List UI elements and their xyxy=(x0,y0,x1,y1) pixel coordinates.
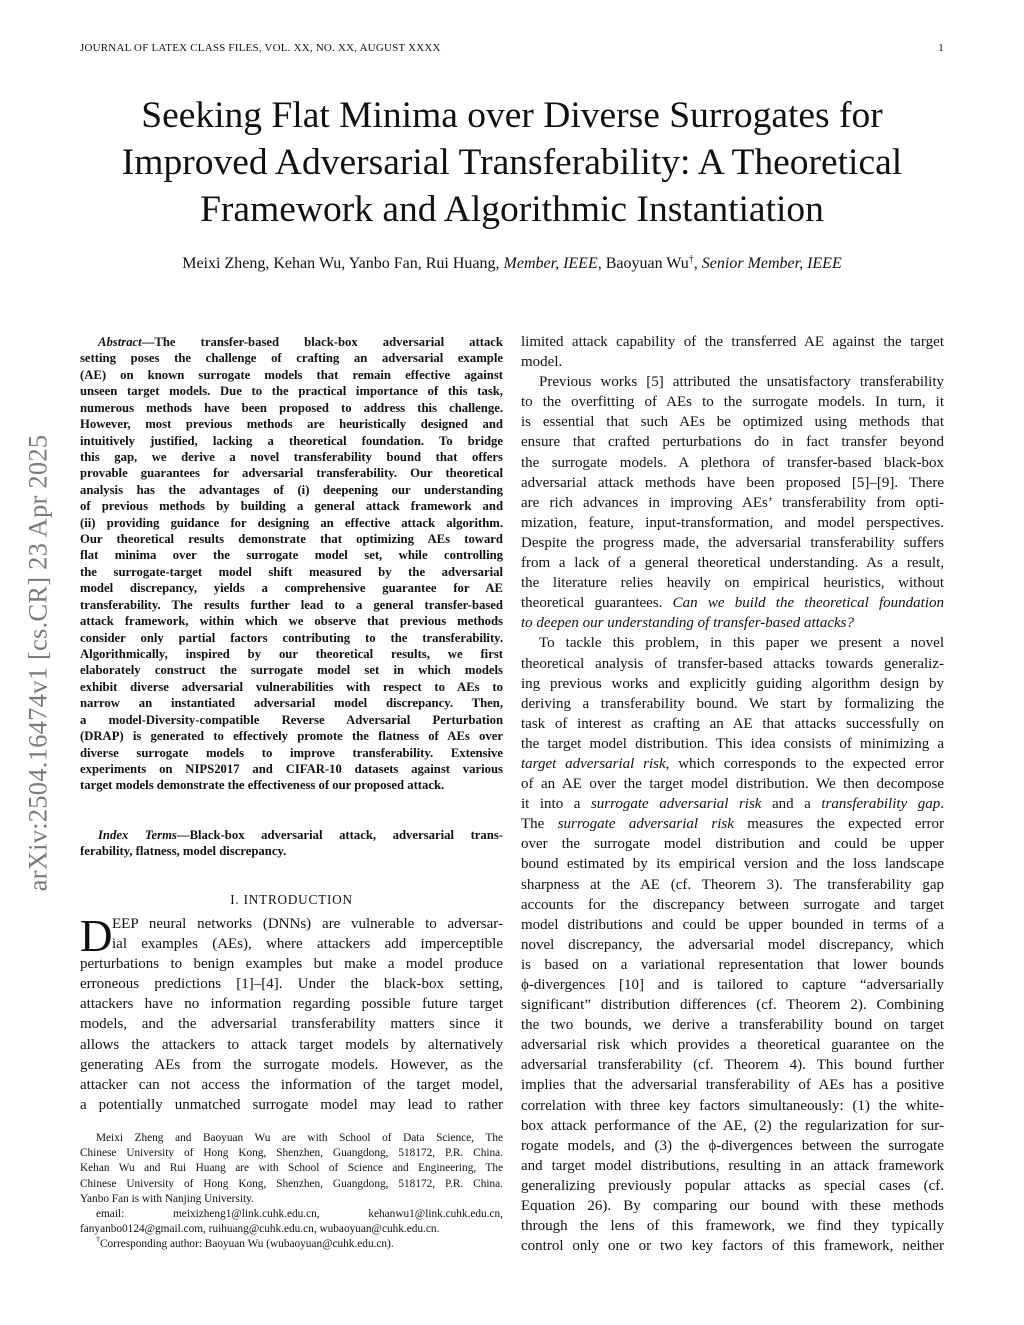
body-line xyxy=(521,1096,944,1116)
arxiv-identifier: arXiv:2504.16474v1 [cs.CR] 23 Apr 2025 xyxy=(22,434,53,892)
body-italic: surrogate adversarial risk xyxy=(557,816,734,833)
abstract-text: model discrepancy, yields a comprehensive guarantee for AE xyxy=(80,581,503,596)
body-line xyxy=(521,834,944,854)
body-line xyxy=(521,1136,944,1156)
author-list xyxy=(60,255,964,273)
body-line xyxy=(521,814,944,834)
body-line xyxy=(521,493,944,513)
abstract-line xyxy=(80,597,503,613)
body-line xyxy=(521,955,944,975)
author-senior-membership: Senior Member, IEEE xyxy=(701,255,842,272)
body-line xyxy=(521,392,944,412)
body-text: over the surrogate model distribution and could be upper xyxy=(521,836,944,853)
abstract-line xyxy=(80,728,503,744)
footnote-line: email: meixizheng1@link.cuhk.edu.cn, kehanwu1@link.cuhk.edu.cn, xyxy=(96,1208,503,1221)
intro-line: generating AEs from the surrogate models. However, as the xyxy=(80,1056,503,1073)
body-text: to the overfitting of AEs to the surrogate models. In turn, it xyxy=(521,394,944,411)
abstract-line xyxy=(80,679,503,695)
abstract-line xyxy=(80,383,503,399)
body-line xyxy=(521,1075,944,1095)
abstract-line xyxy=(80,745,503,761)
body-line xyxy=(521,975,944,995)
body-line xyxy=(521,1116,944,1136)
abstract-text: consider only partial factors contributing to the transferability. xyxy=(80,630,503,645)
arxiv-sidebar xyxy=(18,372,58,954)
body-line xyxy=(521,774,944,794)
body-text: limited attack capability of the transferred AE against the target xyxy=(521,334,944,350)
author-names: Meixi Zheng, Kehan Wu, Yanbo Fan, Rui Huang, xyxy=(182,255,504,272)
abstract-text: of previous methods by building a general attack framework and xyxy=(80,499,503,514)
body-line xyxy=(521,1216,944,1236)
body-text: measures the expected error xyxy=(733,816,944,833)
footnote-line: Yanbo Fan is with Nanjing University. xyxy=(80,1192,254,1205)
body-text: it into a xyxy=(521,796,591,813)
intro-line: ial examples (AEs), where attackers add imperceptible xyxy=(112,936,503,953)
abstract-line xyxy=(80,761,503,777)
author-membership: Member, IEEE xyxy=(503,255,598,272)
body-text: ϕ-divergences [10] and is tailored to capture “adversarially xyxy=(521,977,944,993)
abstract-text: exhibit diverse adversarial vulnerabilities with respect to AEs to xyxy=(80,679,503,694)
body-line xyxy=(521,332,944,352)
body-line xyxy=(521,412,944,432)
section-heading: I. INTRODUCTION xyxy=(230,892,353,907)
body-line xyxy=(521,513,944,533)
body-line xyxy=(521,613,944,633)
abstract-text: setting poses the challenge of crafting an adversarial example xyxy=(80,351,503,366)
body-line xyxy=(521,1015,944,1035)
body-text: of an AE over the target model distribution. We then decompose xyxy=(521,776,944,793)
abstract-text: numerous methods have been proposed to address this challenge. xyxy=(80,400,503,415)
body-text: deriving a transferability bound. We start by formalizing the xyxy=(521,695,944,712)
body-text: The xyxy=(521,816,558,833)
body-line xyxy=(521,734,944,754)
body-line xyxy=(521,1156,944,1176)
body-text: theoretical guarantees. xyxy=(521,595,673,612)
footnote-line: fanyanbo0124@gmail.com, ruihuang@cuhk.edu.cn, wubaoyuan@cuhk.edu.cn. xyxy=(80,1223,440,1236)
intro-line: allows the attackers to attack target models by alternatively xyxy=(80,1036,503,1053)
index-terms-line xyxy=(80,827,503,843)
abstract-text: (DRAP) is generated to effectively promote the flatness of AEs over xyxy=(80,729,503,744)
body-text: correlation with three key factors simultaneously: (1) the white- xyxy=(521,1097,944,1114)
abstract-line xyxy=(80,449,503,465)
body-text: mization, feature, input-transformation, and model perspectives. xyxy=(521,514,944,531)
body-line xyxy=(521,674,944,694)
author-names-2: , Baoyuan Wu xyxy=(597,255,689,272)
page-number: 1 xyxy=(938,42,944,54)
abstract xyxy=(80,334,503,794)
abstract-line xyxy=(80,564,503,580)
footnote-line: Chinese University of Hong Kong, Shenzhen, Guangdong, 518172, P.R. China. xyxy=(80,1177,503,1190)
abstract-line xyxy=(80,630,503,646)
body-text: from a lack of a general theoretical understanding. As a result, xyxy=(521,555,944,572)
body-line xyxy=(521,473,944,493)
body-line xyxy=(521,352,944,372)
body-line xyxy=(521,1196,944,1216)
abstract-text: —The transfer-based black-box adversarial attack xyxy=(141,335,503,349)
abstract-line xyxy=(80,433,503,449)
abstract-line xyxy=(80,613,503,629)
abstract-line xyxy=(80,400,503,416)
dagger-mark: † xyxy=(688,254,694,265)
abstract-text: Our theoretical results demonstrate that optimizing AEs toward xyxy=(80,532,503,547)
body-line xyxy=(521,714,944,734)
abstract-text: narrow an instantiated adversarial model discrepancy. Then, xyxy=(80,696,503,711)
body-line xyxy=(521,694,944,714)
body-line xyxy=(521,995,944,1015)
body-text: through the lens of this framework, we find they typically xyxy=(521,1218,944,1235)
body-text: adversarial transferability (cf. Theorem 4). This bound further xyxy=(521,1057,944,1074)
title-line: Framework and Algorithmic Instantiation xyxy=(200,189,824,230)
abstract-text: unseen target models. Due to the practical importance of this task, xyxy=(80,384,503,399)
body-italic: surrogate adversarial risk xyxy=(590,796,762,813)
body-line xyxy=(521,754,944,774)
body-line xyxy=(521,372,944,392)
intro-line: EEP neural networks (DNNs) are vulnerable to adversar- xyxy=(112,916,503,932)
body-line xyxy=(521,453,944,473)
title-line: Seeking Flat Minima over Diverse Surrogates for xyxy=(141,95,883,136)
intro-line: attackers have no information regarding possible future target xyxy=(80,996,503,1013)
body-line xyxy=(521,533,944,553)
abstract-label: Abstract xyxy=(98,335,142,349)
body-text: the two bounds, we derive a transferability bound on target xyxy=(521,1017,944,1034)
body-text: significant” distribution differences (cf. Theorem 2). Combining xyxy=(521,997,944,1014)
author-sep: , xyxy=(693,255,702,272)
body-text: generalizing previously popular attacks as special cases (cf. xyxy=(521,1177,944,1194)
abstract-line xyxy=(80,482,503,498)
body-text: Equation 26). By comparing our bound with these methods xyxy=(521,1198,944,1215)
abstract-text: However, most previous methods are heuristically designed and xyxy=(80,417,503,432)
abstract-line xyxy=(80,498,503,514)
affiliation-footnote xyxy=(80,1131,503,1253)
drop-cap: D xyxy=(80,911,113,961)
body-line xyxy=(521,875,944,895)
abstract-line xyxy=(80,350,503,366)
body-line xyxy=(521,593,944,613)
corresponding-author xyxy=(80,1237,503,1252)
abstract-line xyxy=(80,547,503,563)
body-text: theoretical analysis of transfer-based attacks towards generaliz- xyxy=(521,655,944,672)
abstract-line xyxy=(80,712,503,728)
abstract-line xyxy=(80,695,503,711)
body-line xyxy=(521,1035,944,1055)
body-text: is essential that such AEs be optimized using methods that xyxy=(521,414,944,431)
abstract-line xyxy=(80,465,503,481)
abstract-text: this gap, we derive a novel transferability bound that offers xyxy=(80,449,503,464)
body-line xyxy=(521,432,944,452)
body-text: are rich advances in improving AEs’ transferability from opti- xyxy=(521,494,944,511)
introduction-paragraph xyxy=(80,911,503,1115)
dagger-mark: † xyxy=(96,1235,100,1245)
running-title: JOURNAL OF LATEX CLASS FILES, VOL. XX, NO. XX, AUGUST XXXX xyxy=(80,42,441,54)
body-line xyxy=(521,794,944,814)
index-terms-text: —Black-box adversarial attack, adversarial trans- xyxy=(176,828,503,842)
abstract-text: (AE) on known surrogate models that remain effective against xyxy=(80,367,503,382)
body-line xyxy=(521,895,944,915)
abstract-line xyxy=(80,662,503,678)
body-line xyxy=(521,633,944,653)
body-text: the literature relies heavily on empirical heuristics, without xyxy=(521,575,944,592)
body-line xyxy=(521,553,944,573)
body-text: sharpness at the AE (cf. Theorem 3). The transferability gap xyxy=(521,876,944,893)
intro-line: a potentially unmatched surrogate model may lead to rather xyxy=(80,1096,503,1113)
body-text: and target model distributions, resulting in an attack framework xyxy=(521,1157,944,1174)
body-text: ing previous works and explicitly guiding algorithm design by xyxy=(521,675,944,692)
body-line xyxy=(521,1055,944,1075)
abstract-text: transferability. The results further lead to a general transfer-based xyxy=(80,597,503,612)
index-terms-line xyxy=(80,843,503,859)
body-italic: to deepen our understanding of transfer-based attacks? xyxy=(521,615,854,632)
body-text: Previous works [5] attributed the unsatisfactory transferability xyxy=(539,374,944,391)
body-line xyxy=(521,654,944,674)
abstract-line xyxy=(80,531,503,547)
abstract-line xyxy=(80,580,503,596)
running-header xyxy=(80,42,944,58)
index-terms xyxy=(80,827,503,860)
body-text: control only one or two key factors of this framework, neither xyxy=(521,1238,944,1255)
abstract-line xyxy=(80,367,503,383)
abstract-line xyxy=(80,416,503,432)
body-italic: Can we build the theoretical foundation xyxy=(672,595,944,612)
corresponding-text: Corresponding author: Baoyuan Wu (wubaoyuan@cuhk.edu.cn). xyxy=(100,1238,394,1251)
body-text: is based on a variational representation that lower bounds xyxy=(521,956,944,973)
body-line xyxy=(521,1176,944,1196)
abstract-text: intuitively justified, lacking a theoretical foundation. To bridge xyxy=(80,433,503,448)
abstract-line xyxy=(80,646,503,662)
abstract-text: provable guarantees for adversarial transferability. Our theoretical xyxy=(80,466,503,481)
index-terms-label: Index Terms xyxy=(98,828,177,842)
abstract-text: elaborately construct the surrogate model set in which models xyxy=(80,663,503,678)
body-line xyxy=(521,915,944,935)
body-line xyxy=(521,854,944,874)
footnote-line: Meixi Zheng and Baoyuan Wu are with School of Data Science, The xyxy=(96,1132,503,1144)
abstract-text: Algorithmically, inspired by our theoretical results, we first xyxy=(80,647,503,662)
body-line xyxy=(521,573,944,593)
abstract-text: a model-Diversity-compatible Reverse Adversarial Perturbation xyxy=(80,712,503,727)
body-line xyxy=(521,1236,944,1256)
body-text: rogate models, and (3) the ϕ-divergences between the surrogate xyxy=(521,1137,944,1154)
abstract-line xyxy=(80,777,503,793)
body-text: and a xyxy=(761,796,822,813)
body-text: bound estimated by its empirical version and the loss landscape xyxy=(521,856,944,873)
right-column-text xyxy=(521,332,944,1256)
body-text: the surrogate models. A plethora of transfer-based black-box xyxy=(521,454,944,471)
body-text: . xyxy=(940,796,944,813)
body-line xyxy=(521,935,944,955)
intro-line: perturbations to benign examples but make a model produce xyxy=(80,956,503,973)
body-text: Despite the progress made, the adversarial transferability suffers xyxy=(521,534,944,551)
index-terms-text: ferability, flatness, model discrepancy. xyxy=(80,844,287,859)
abstract-line xyxy=(80,334,503,350)
body-text: the target model distribution. This idea consists of minimizing a xyxy=(521,735,944,752)
intro-line: models, and the adversarial transferability matters since it xyxy=(80,1016,503,1033)
abstract-line xyxy=(80,515,503,531)
abstract-text: diverse surrogate models to improve transferability. Extensive xyxy=(80,745,503,760)
body-text: model distributions and could be upper bounded in terms of a xyxy=(521,916,944,933)
abstract-text: the surrogate-target model shift measured by the adversarial xyxy=(80,564,503,579)
abstract-text: analysis has the advantages of (i) deepening our understanding xyxy=(80,482,503,497)
body-text: accounts for the discrepancy between surrogate and target xyxy=(521,896,944,913)
body-text: ensure that crafted perturbations do in fact transfer beyond xyxy=(521,434,944,451)
body-text: , which corresponds to the expected error xyxy=(665,755,944,772)
body-italic: transferability gap xyxy=(821,796,941,813)
footnote-line: Chinese University of Hong Kong, Shenzhen, Guangdong, 518172, P.R. China. xyxy=(80,1147,503,1160)
body-text: implies that the adversarial transferability of AEs has a positive xyxy=(521,1077,944,1094)
body-text: adversarial risk which provides a theoretical guarantee on the xyxy=(521,1037,944,1054)
title-line: Improved Adversarial Transferability: A Theoretical xyxy=(121,142,903,183)
body-text: task of interest as crafting an AE that attacks successfully on xyxy=(521,715,944,732)
intro-line: erroneous predictions [1]–[4]. Under the black-box setting, xyxy=(80,976,503,993)
abstract-text: experiments on NIPS2017 and CIFAR-10 datasets against various xyxy=(80,761,503,776)
body-text: box attack performance of the AE, (2) the regularization for sur- xyxy=(521,1117,944,1134)
body-italic: target adversarial risk xyxy=(521,755,666,772)
footnote-line: Kehan Wu and Rui Huang are with School of Science and Engineering, The xyxy=(80,1162,503,1175)
abstract-text: target models demonstrate the effectiveness of our proposed attack. xyxy=(80,778,445,793)
body-text: model. xyxy=(521,354,563,371)
abstract-text: attack framework, within which we observe that previous methods xyxy=(80,614,503,629)
abstract-text: (ii) providing guidance for designing an effective attack algorithm. xyxy=(80,515,503,530)
body-text: novel discrepancy, the adversarial model discrepancy, which xyxy=(521,936,944,953)
intro-line: attacker can not access the information of the target model, xyxy=(80,1076,503,1093)
abstract-text: flat minima over the surrogate model set, while controlling xyxy=(80,548,503,563)
paper-title xyxy=(60,92,964,233)
body-text: adversarial attack methods have been proposed [5]–[9]. There xyxy=(521,474,944,491)
body-text: To tackle this problem, in this paper we present a novel xyxy=(539,635,944,652)
